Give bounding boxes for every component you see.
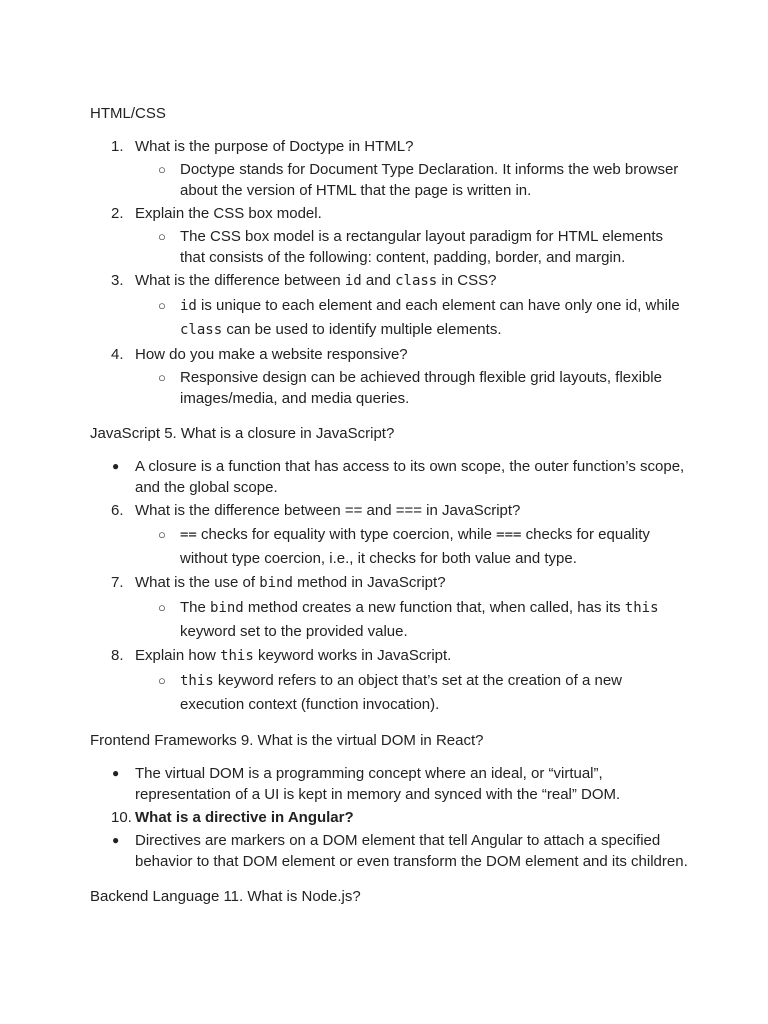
section-heading-html-css: HTML/CSS: [90, 105, 166, 122]
hollow-bullet-icon: ○: [158, 298, 166, 313]
directive-answer: [90, 830, 690, 872]
answer-2: [90, 226, 690, 268]
answer-text: Responsive design can be achieved through flexible grid layouts, flexible images/media, and media queries.: [180, 369, 662, 407]
hollow-bullet-icon: ○: [158, 229, 166, 244]
question-text: What is the difference between == and === in JavaScript?: [135, 502, 521, 519]
answer-1: [90, 159, 690, 201]
question-number: 2.: [111, 205, 124, 222]
answer-text-part: The: [180, 599, 211, 616]
question-text-part: What is the difference between: [135, 272, 345, 289]
answer-text-part: checks for equality with type coercion, while: [196, 526, 497, 543]
code-bind: bind: [259, 575, 293, 591]
answer-8: [90, 669, 690, 716]
question-text-part: What is the use of: [135, 574, 260, 591]
code-this: this: [180, 673, 214, 689]
document-page: [90, 103, 690, 919]
answer-text-part: is unique to each element and each element can have only one id, while: [196, 297, 680, 314]
question-2: [90, 203, 690, 224]
question-text-part: keyword works in JavaScript.: [253, 647, 452, 664]
closure-answer: [90, 456, 690, 498]
answer-7: [90, 596, 690, 643]
code-strict-equal: ===: [496, 527, 522, 543]
code-class: class: [395, 273, 438, 289]
answer-text-part: keyword set to the provided value.: [180, 623, 408, 640]
question-number: 10.: [111, 809, 132, 826]
answer-text-part: can be used to identify multiple elements.: [222, 321, 502, 338]
filled-bullet-icon: ●: [112, 459, 120, 473]
code-this: this: [624, 600, 659, 616]
question-text-part: Explain how: [135, 647, 221, 664]
hollow-bullet-icon: ○: [158, 527, 166, 542]
section-heading-frontend: Frontend Frameworks 9. What is the virtual DOM in React?: [90, 732, 484, 749]
code-id: id: [180, 298, 197, 314]
question-text: What is a directive in Angular?: [135, 809, 354, 826]
vdom-answer: [90, 763, 690, 805]
question-number: 3.: [111, 272, 124, 289]
question-text-part: in CSS?: [437, 272, 497, 289]
section-heading-javascript: JavaScript 5. What is a closure in JavaScript?: [90, 425, 395, 442]
question-1: [90, 136, 690, 157]
answer-text: The virtual DOM is a programming concept where an ideal, or “virtual”, representation of a UI is kept in memory and synced with the “real” DOM.: [135, 765, 621, 803]
section-heading-backend: Backend Language 11. What is Node.js?: [90, 888, 361, 905]
code-bind: bind: [210, 600, 244, 616]
question-8: [90, 645, 690, 667]
question-text-part: method in JavaScript?: [292, 574, 446, 591]
question-7: [90, 572, 690, 594]
question-number: 4.: [111, 346, 124, 363]
question-text: Explain the CSS box model.: [135, 205, 322, 222]
answer-text-part: method creates a new function that, when called, has its: [243, 599, 625, 616]
filled-bullet-icon: ●: [112, 766, 120, 780]
question-text: How do you make a website responsive?: [135, 346, 408, 363]
question-text-part: and: [361, 272, 396, 289]
answer-4: [90, 367, 690, 409]
question-number: 6.: [111, 502, 124, 519]
question-number: 8.: [111, 647, 124, 664]
answer-text: Doctype stands for Document Type Declaration. It informs the web browser about the version of HTML that the page is written in.: [180, 161, 679, 199]
question-text: What is the purpose of Doctype in HTML?: [135, 138, 414, 155]
answer-text: A closure is a function that has access to its own scope, the outer function’s scope, and the global scope.: [135, 458, 685, 496]
code-loose-equal: ==: [180, 527, 197, 543]
answer-text: The CSS box model is a rectangular layout paradigm for HTML elements that consists of the following: content, padding, border, and margin.: [180, 228, 663, 266]
hollow-bullet-icon: ○: [158, 370, 166, 385]
code-this: this: [220, 648, 254, 664]
answer-6: [90, 523, 690, 570]
code-class: class: [180, 322, 223, 338]
question-number: 7.: [111, 574, 124, 591]
code-id: id: [344, 273, 362, 289]
hollow-bullet-icon: ○: [158, 600, 166, 615]
question-number: 1.: [111, 138, 124, 155]
answer-text-part: keyword refers to an object that’s set at the creation of a new execution context (function invocation).: [180, 672, 622, 713]
hollow-bullet-icon: ○: [158, 162, 166, 177]
question-4: [90, 344, 690, 365]
question-10: [90, 807, 690, 828]
answer-3: [90, 294, 690, 342]
answer-text-part: checks for equality without type coercion, i.e., it checks for both value and type.: [180, 526, 650, 567]
question-6: [90, 500, 690, 521]
hollow-bullet-icon: ○: [158, 673, 166, 688]
answer-text: Directives are markers on a DOM element that tell Angular to attach a specified behavior to that DOM element or even transform the DOM element and its children.: [135, 832, 688, 870]
question-3: [90, 270, 690, 292]
filled-bullet-icon: ●: [112, 833, 120, 847]
